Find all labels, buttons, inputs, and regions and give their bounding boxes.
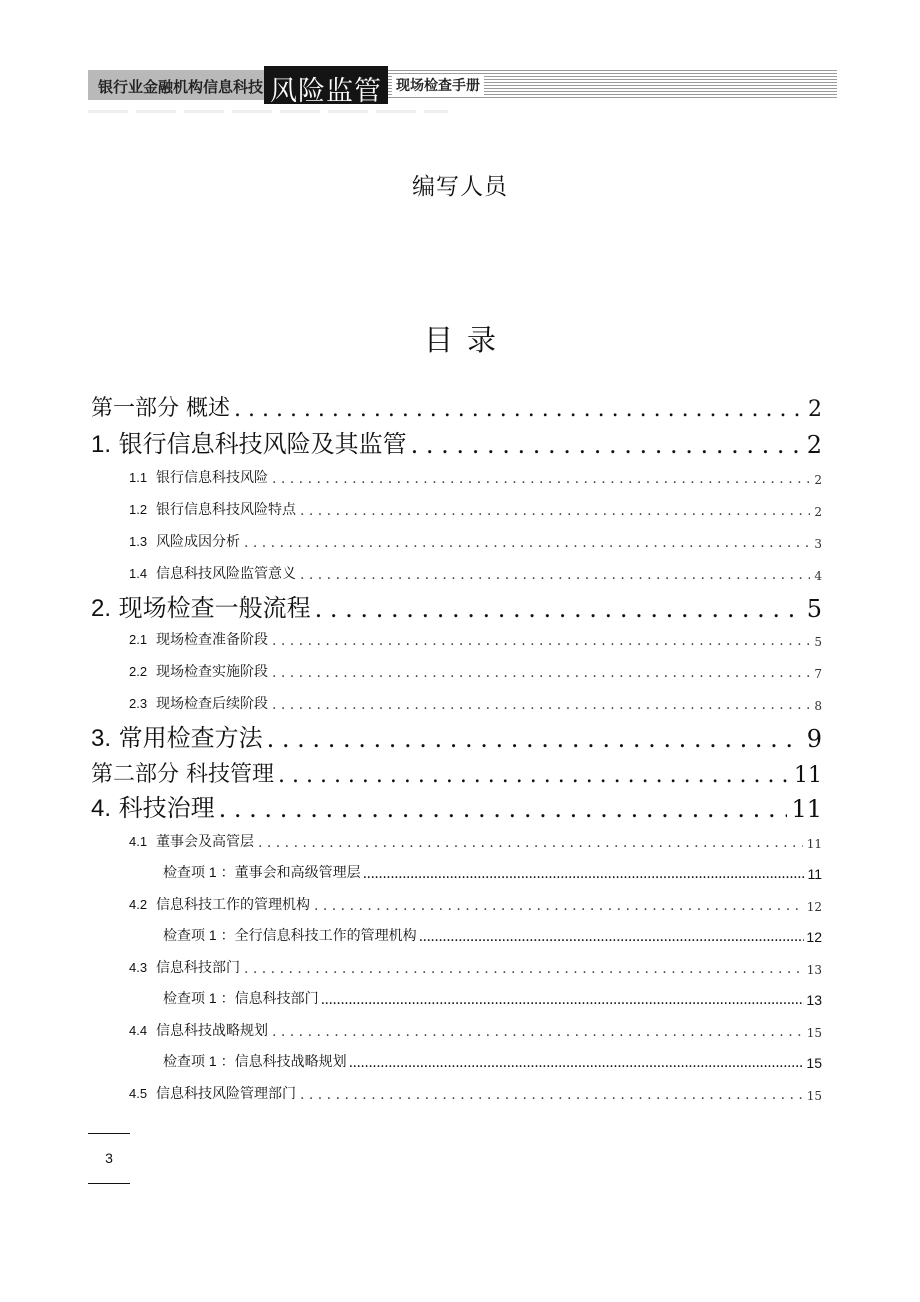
toc-leader <box>272 665 810 681</box>
toc-entry[interactable] <box>129 499 822 519</box>
header-center-text: 风险监管 <box>270 76 382 107</box>
toc-leader <box>419 929 805 945</box>
toc-leader <box>321 992 805 1008</box>
toc-entry[interactable] <box>129 1083 822 1103</box>
toc-leader <box>234 397 804 422</box>
toc-entry-prefix: 检查项 1 ： <box>163 990 235 1006</box>
toc-entry-prefix: 检查项 1 ： <box>163 927 235 943</box>
toc-entry-label: 常用检查方法 <box>118 724 263 752</box>
toc-entry-page: 9 <box>806 725 822 753</box>
toc-entry-prefix: 1.4 <box>129 566 148 581</box>
toc-entry-label: 现场检查一般流程 <box>118 594 311 622</box>
toc-entry-page: 15 <box>806 1055 822 1071</box>
toc-leader <box>278 763 790 788</box>
toc-entry[interactable] <box>91 427 822 459</box>
header-left-text: 银行业金融机构信息科技 <box>98 78 264 96</box>
toc-leader <box>244 535 810 551</box>
toc-entry-page: 2 <box>808 397 822 422</box>
toc-entry-page: 5 <box>814 635 822 649</box>
toc-entry-prefix: 2.1 <box>129 632 148 647</box>
toc-leader <box>219 795 788 823</box>
toc-entry-prefix: 检查项 1 ： <box>163 864 235 880</box>
toc-entry[interactable] <box>163 988 822 1008</box>
header-right-band <box>388 70 837 100</box>
toc-entry-page: 12 <box>806 900 822 914</box>
toc-entry-prefix: 检查项 1 ： <box>163 1053 235 1069</box>
toc-entry-page: 13 <box>806 963 822 977</box>
toc-leader <box>314 898 803 914</box>
toc-entry-label: 董事会和高级管理层 <box>234 865 361 881</box>
toc-entry-label: 第一部分 概述 <box>91 396 230 421</box>
toc-entry[interactable] <box>129 629 822 649</box>
toc-entry[interactable] <box>129 563 822 583</box>
header-left-band <box>88 70 264 100</box>
toc-leader <box>272 471 810 487</box>
toc-entry[interactable] <box>91 791 822 823</box>
header-center-box <box>264 66 388 107</box>
toc-leader <box>300 567 810 583</box>
toc-entry-prefix: 4.3 <box>129 960 148 975</box>
toc-entry-label: 第二部分 科技管理 <box>91 762 274 787</box>
toc-entry-prefix: 1.3 <box>129 534 148 549</box>
toc-entry-label: 现场检查准备阶段 <box>155 632 268 648</box>
toc-entry-page: 2 <box>814 505 822 519</box>
page-number-rule-bottom <box>88 1183 130 1184</box>
toc-entry-label: 银行信息科技风险 <box>155 470 268 486</box>
toc-entry[interactable] <box>129 531 822 551</box>
toc-leader <box>411 431 803 459</box>
toc-entry-label: 信息科技部门 <box>234 991 319 1007</box>
header-right-text: 现场检查手册 <box>392 75 484 95</box>
toc-entry-prefix: 2.2 <box>129 664 148 679</box>
toc-entry-page: 4 <box>814 569 822 583</box>
toc-entry[interactable] <box>163 1051 822 1071</box>
toc-leader <box>244 961 803 977</box>
toc-leader <box>272 697 810 713</box>
toc-entry[interactable] <box>129 467 822 487</box>
toc-entry[interactable] <box>91 392 822 422</box>
toc-entry-label: 董事会及高管层 <box>155 834 254 850</box>
toc-entry[interactable] <box>129 957 822 977</box>
toc-entry-prefix: 2. <box>91 595 112 622</box>
toc-entry-prefix: 3. <box>91 725 112 752</box>
toc-leader <box>267 725 803 753</box>
toc-entry-label: 信息科技部门 <box>155 960 240 976</box>
toc-entry-label: 科技治理 <box>118 794 215 822</box>
toc-entry-label: 全行信息科技工作的管理机构 <box>234 928 417 944</box>
toc-entry-prefix: 4. <box>91 795 112 822</box>
toc-entry-page: 2 <box>806 431 822 459</box>
toc-entry-page: 5 <box>806 595 822 623</box>
toc-entry-page: 13 <box>806 992 822 1008</box>
toc-leader <box>363 866 806 882</box>
toc-entry[interactable] <box>163 862 822 882</box>
header-underline <box>88 110 448 113</box>
toc-entry-page: 11 <box>794 763 822 788</box>
toc-entry-label: 风险成因分析 <box>155 534 240 550</box>
toc-leader <box>300 1087 803 1103</box>
toc-entry[interactable] <box>91 758 822 788</box>
toc-entry-prefix: 1.2 <box>129 502 148 517</box>
toc-entry-page: 11 <box>807 866 822 882</box>
toc-entry-page: 2 <box>814 473 822 487</box>
toc-entry-page: 12 <box>806 929 822 945</box>
toc-leader <box>349 1055 805 1071</box>
page-number-rule-top <box>88 1133 130 1134</box>
toc-entry-prefix: 2.3 <box>129 696 148 711</box>
toc-entry-page: 3 <box>814 537 822 551</box>
toc-entry-page: 11 <box>791 795 822 823</box>
toc-entry[interactable] <box>129 693 822 713</box>
toc-entry-page: 15 <box>806 1089 822 1103</box>
toc-leader <box>300 503 810 519</box>
authors-title: 编写人员 <box>412 174 508 200</box>
toc-entry[interactable] <box>91 721 822 753</box>
toc-entry[interactable] <box>129 831 822 851</box>
page-number-block <box>88 1133 130 1184</box>
toc-entry-label: 信息科技战略规划 <box>234 1054 347 1070</box>
toc-entry[interactable] <box>129 1020 822 1040</box>
toc-leader <box>258 835 803 851</box>
toc-leader <box>272 1024 803 1040</box>
toc-entry-label: 现场检查实施阶段 <box>155 664 268 680</box>
toc-entry-label: 信息科技风险监管意义 <box>155 566 296 582</box>
toc-entry-prefix: 4.1 <box>129 834 148 849</box>
toc-entry-page: 7 <box>814 667 822 681</box>
toc-entry[interactable] <box>129 894 822 914</box>
page-number: 3 <box>105 1150 113 1166</box>
toc-entry-label: 信息科技工作的管理机构 <box>155 897 310 913</box>
toc-entry-label: 信息科技战略规划 <box>155 1023 268 1039</box>
toc-leader <box>272 633 810 649</box>
toc-entry-label: 现场检查后续阶段 <box>155 696 268 712</box>
toc-entry-label: 信息科技风险管理部门 <box>155 1086 296 1102</box>
toc-entry[interactable] <box>91 591 822 623</box>
toc-entry-prefix: 4.5 <box>129 1086 148 1101</box>
toc-entry-page: 11 <box>806 837 822 851</box>
toc-entry-label: 银行信息科技风险及其监管 <box>118 430 407 458</box>
page-header <box>88 66 837 107</box>
toc-entry-page: 15 <box>806 1026 822 1040</box>
toc-title: 目录 <box>423 323 510 357</box>
toc-entry[interactable] <box>129 661 822 681</box>
toc-entry-label: 银行信息科技风险特点 <box>155 502 296 518</box>
toc-entry-prefix: 1. <box>91 431 112 458</box>
toc-entry-page: 8 <box>814 699 822 713</box>
toc-entry-prefix: 4.4 <box>129 1023 148 1038</box>
toc-entry[interactable] <box>163 925 822 945</box>
toc-entry-prefix: 4.2 <box>129 897 148 912</box>
toc-leader <box>315 595 803 623</box>
toc-entry-prefix: 1.1 <box>129 470 148 485</box>
